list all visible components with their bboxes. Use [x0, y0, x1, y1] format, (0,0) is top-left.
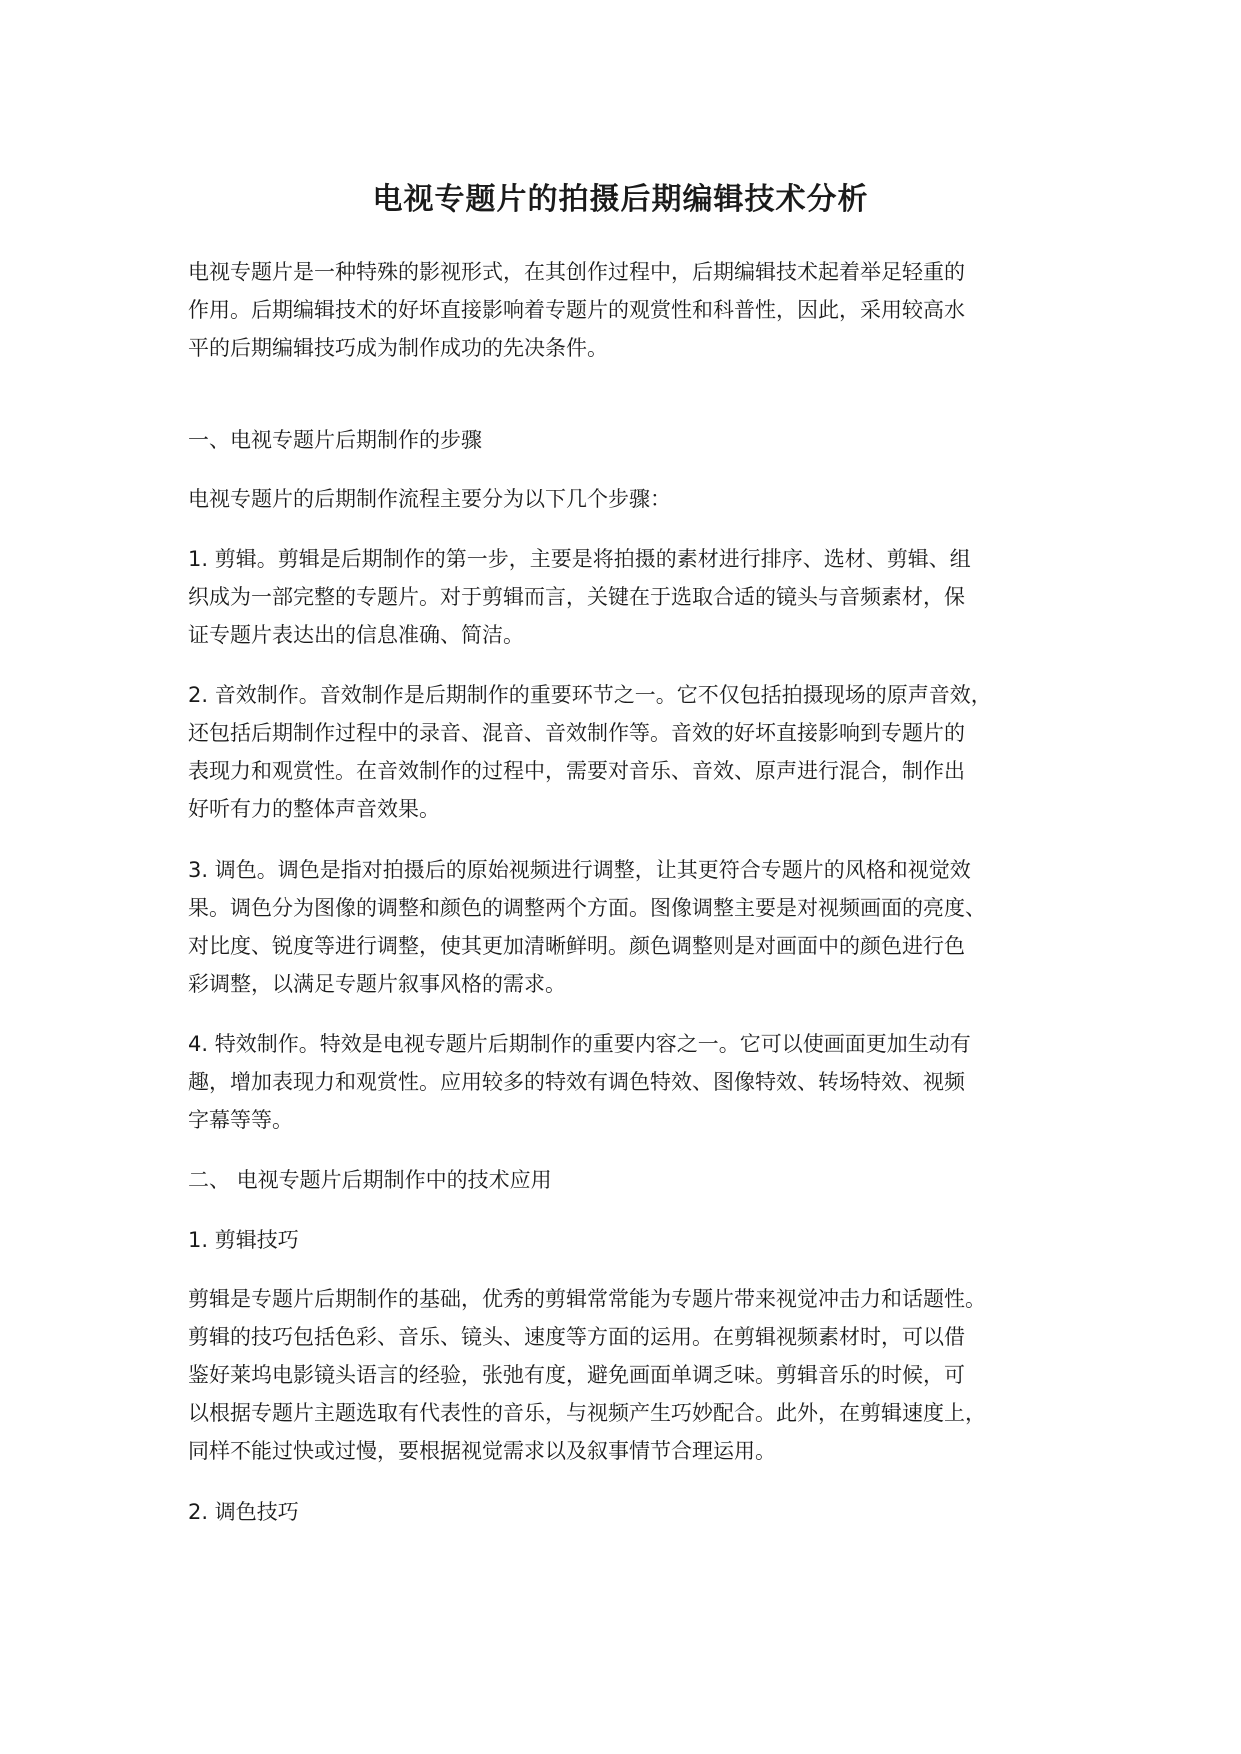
text-line: 趣，增加表现力和观赏性。应用较多的特效有调色特效、图像特效、转场特效、视频	[188, 1070, 965, 1094]
text-line: 剪辑的技巧包括色彩、音乐、镜头、速度等方面的运用。在剪辑视频素材时，可以借	[188, 1325, 965, 1349]
text-line: 彩调整，以满足专题片叙事风格的需求。	[188, 972, 566, 996]
text-line: 电视专题片是一种特殊的影视形式，在其创作过程中，后期编辑技术起着举足轻重的	[188, 260, 965, 284]
text-line: 1. 剪辑。剪辑是后期制作的第一步，主要是将拍摄的素材进行排序、选材、剪辑、组	[188, 547, 971, 571]
text-line: 字幕等等。	[188, 1108, 293, 1132]
text-line: 作用。后期编辑技术的好坏直接影响着专题片的观赏性和科普性，因此，采用较高水	[188, 298, 965, 322]
text-line: 同样不能过快或过慢，要根据视觉需求以及叙事情节合理运用。	[188, 1439, 776, 1463]
text-line: 2. 音效制作。音效制作是后期制作的重要环节之一。它不仅包括拍摄现场的原声音效，	[188, 683, 992, 707]
section-heading-2	[188, 1161, 1088, 1199]
text-line: 鉴好莱坞电影镜头语言的经验，张弛有度，避免画面单调乏味。剪辑音乐的时候，可	[188, 1363, 965, 1387]
text-line: 还包括后期制作过程中的录音、混音、音效制作等。音效的好坏直接影响到专题片的	[188, 721, 965, 745]
text-line: 以根据专题片主题选取有代表性的音乐，与视频产生巧妙配合。此外，在剪辑速度上，	[188, 1401, 986, 1425]
text-line: 平的后期编辑技巧成为制作成功的先决条件。	[188, 336, 608, 360]
text-line: 二、 电视专题片后期制作中的技术应用	[188, 1168, 552, 1192]
editing-techniques-paragraph	[188, 1280, 1088, 1470]
step-color-paragraph	[188, 851, 1088, 1003]
text-line: 电视专题片的后期制作流程主要分为以下几个步骤：	[188, 487, 671, 511]
document-title: 电视专题片的拍摄后期编辑技术分析	[372, 182, 869, 217]
text-line: 1. 剪辑技巧	[188, 1228, 299, 1252]
steps-intro-paragraph	[188, 480, 1088, 518]
intro-paragraph	[188, 253, 1088, 367]
text-line: 3. 调色。调色是指对拍摄后的原始视频进行调整，让其更符合专题片的风格和视觉效	[188, 858, 971, 882]
text-line: 对比度、锐度等进行调整，使其更加清晰鲜明。颜色调整则是对画面中的颜色进行色	[188, 934, 965, 958]
text-line: 剪辑是专题片后期制作的基础，优秀的剪辑常常能为专题片带来视觉冲击力和话题性。	[188, 1287, 986, 1311]
step-effects-paragraph	[188, 1025, 1088, 1139]
text-line: 一、电视专题片后期制作的步骤	[188, 428, 482, 452]
text-line: 好听有力的整体声音效果。	[188, 797, 440, 821]
text-line: 果。调色分为图像的调整和颜色的调整两个方面。图像调整主要是对视频画面的亮度、	[188, 896, 986, 920]
text-line: 证专题片表达出的信息准确、简洁。	[188, 623, 524, 647]
step-editing-paragraph	[188, 540, 1088, 654]
step-sound-paragraph	[188, 676, 1088, 828]
section-heading-1	[188, 421, 1088, 459]
text-line: 织成为一部完整的专题片。对于剪辑而言，关键在于选取合适的镜头与音频素材，保	[188, 585, 965, 609]
subheading-editing-techniques	[188, 1221, 1088, 1259]
text-line: 表现力和观赏性。在音效制作的过程中，需要对音乐、音效、原声进行混合，制作出	[188, 759, 965, 783]
subheading-color-techniques	[188, 1493, 1088, 1531]
text-line: 2. 调色技巧	[188, 1500, 299, 1524]
text-line: 4. 特效制作。特效是电视专题片后期制作的重要内容之一。它可以使画面更加生动有	[188, 1032, 971, 1056]
